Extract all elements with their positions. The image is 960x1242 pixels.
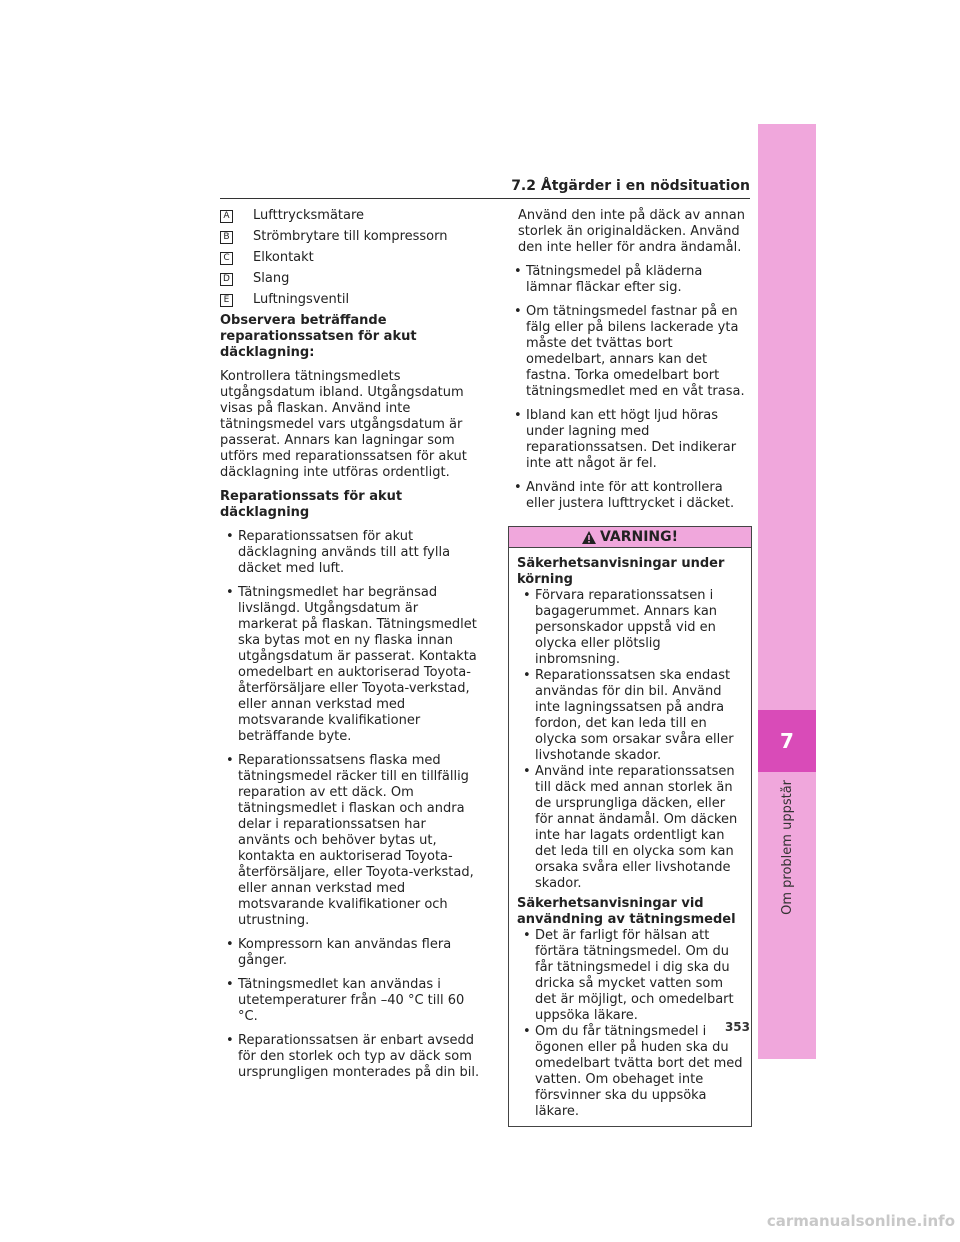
list-item: • Det är farligt för hälsan att förtära tätningsmedel. Om du får tätningsmedel i dig ska du dricka så mycket vatten som det är möjligt, och omedelbart uppsöka läkare. [517, 928, 743, 1024]
watermark: carmanualsonline.info [766, 1212, 955, 1230]
warning-header [509, 527, 751, 548]
list-item: • Om tätningsmedel fastnar på en fälg eller på bilens lackerade yta måste det tvättas bort omedelbart, annars kan det fastna. Torka omedelbart bort tätningsmedlet med en våt trasa. [508, 304, 752, 400]
continuation-paragraph: Använd den inte på däck av annan storlek än originaldäcken. Använd den inte heller för andra ändamål. [518, 208, 745, 255]
right-bullet-list [508, 264, 752, 512]
legend-label: Strömbrytare till kompressorn [253, 229, 448, 244]
legend-item [220, 229, 480, 245]
list-item: • Tätningsmedlet har begränsad livslängd. Utgångsdatum är markerat på flaskan. Tätningsmedlet ska bytas mot en ny flaska innan utgångsdatum är passerat. Kontakta omedelbart en auktoriserad Toyota-återförsäljare eller Toyota-verkstad, eller annan verkstad med motsvarande kvalifikationer beträffande byte. [220, 585, 480, 745]
header-divider [220, 198, 750, 199]
list-item: • Kompressorn kan användas flera gånger. [220, 937, 480, 969]
warning-bullet-list [517, 588, 743, 892]
warning-section-heading: Säkerhetsanvisningar under körning [517, 556, 725, 587]
legend-letter: C [220, 252, 233, 265]
legend-item [220, 292, 480, 308]
legend-list [220, 208, 480, 308]
list-item: • Använd inte för att kontrollera eller justera lufttrycket i däcket. [508, 480, 752, 512]
chapter-title: Om problem uppstår [779, 780, 795, 915]
list-item: • Reparationssatsen är enbart avsedd för den storlek och typ av däck som ursprungligen monterades på din bil. [220, 1033, 480, 1081]
legend-item [220, 208, 480, 224]
list-item: • Använd inte reparationssatsen till däck med annan storlek än de ursprungliga däcken, eller för annat ändamål. Om däcken inte har lagats ordentligt kan det leda till en olycka som kan orsaka svåra eller livshotande skador. [517, 764, 743, 892]
legend-letter: D [220, 273, 233, 286]
legend-label: Luftningsventil [253, 292, 350, 307]
legend-label: Slang [253, 271, 290, 286]
legend-letter: B [220, 231, 233, 244]
list-item: • Om du får tätningsmedel i ögonen eller på huden ska du omedelbart tvätta bort det med vatten. Om obehaget inte försvinner ska du uppsöka läkare. [517, 1024, 743, 1120]
notice-paragraph: Kontrollera tätningsmedlets utgångsdatum ibland. Utgångsdatum visas på flaskan. Använd inte tätningsmedel vars utgångsdatum är passerat. Annars kan lagningar som utförs med reparationssatsen för akut däcklagning inte utföras ordentligt. [220, 369, 467, 480]
list-item: • Reparationssatsens flaska med tätningsmedel räcker till en tillfällig reparation av ett däck. Om tätningsmedlet i flaskan och andra delar i reparationssatsen har använts och behöver bytas ut, kontakta en auktoriserad Toyota-återförsäljare, eller Toyota-verkstad, eller annan verkstad med motsvarande kvalifikationer och utrustning. [220, 753, 480, 929]
right-column [508, 208, 752, 1127]
list-item: • Förvara reparationssatsen i bagagerummet. Annars kan personskador uppstå vid en olycka eller plötslig inbromsning. [517, 588, 743, 668]
list-item: • Tätningsmedlet kan användas i utetemperaturer från –40 °C till 60 °C. [220, 977, 480, 1025]
notice-heading: Observera beträffande reparationssatsen för akut däcklagning: [220, 313, 417, 360]
list-item: • Reparationssatsen ska endast användas för din bil. Använd inte lagningssatsen på andra fordon, det kan leda till en olycka som orsakar svåra eller livshotande skador. [517, 668, 743, 764]
list-item: • Reparationssatsen för akut däcklagning används till att fylla däcket med luft. [220, 529, 480, 577]
warning-title: VARNING! [599, 529, 679, 545]
legend-item [220, 271, 480, 287]
chapter-title-container [758, 780, 816, 1010]
legend-letter: E [220, 294, 233, 307]
legend-letter: A [220, 210, 233, 223]
legend-label: Lufttrycksmätare [253, 208, 365, 223]
left-column [220, 208, 480, 1089]
warning-icon [582, 531, 596, 544]
chapter-number: 7 [758, 710, 816, 772]
legend-label: Elkontakt [253, 250, 314, 265]
kit-heading: Reparationssats för akut däcklagning [220, 489, 403, 520]
page-number: 353 [724, 1020, 750, 1034]
warning-body [509, 548, 751, 1126]
section-header: 7.2 Åtgärder i en nödsituation [511, 178, 750, 194]
legend-item [220, 250, 480, 266]
list-item: • Ibland kan ett högt ljud höras under lagning med reparationssatsen. Det indikerar inte att något är fel. [508, 408, 752, 472]
list-item: • Tätningsmedel på kläderna lämnar fläckar efter sig. [508, 264, 752, 296]
warning-box [508, 526, 752, 1127]
warning-section-heading: Säkerhetsanvisningar vid användning av tätningsmedel [517, 896, 736, 927]
kit-bullet-list [220, 529, 480, 1081]
